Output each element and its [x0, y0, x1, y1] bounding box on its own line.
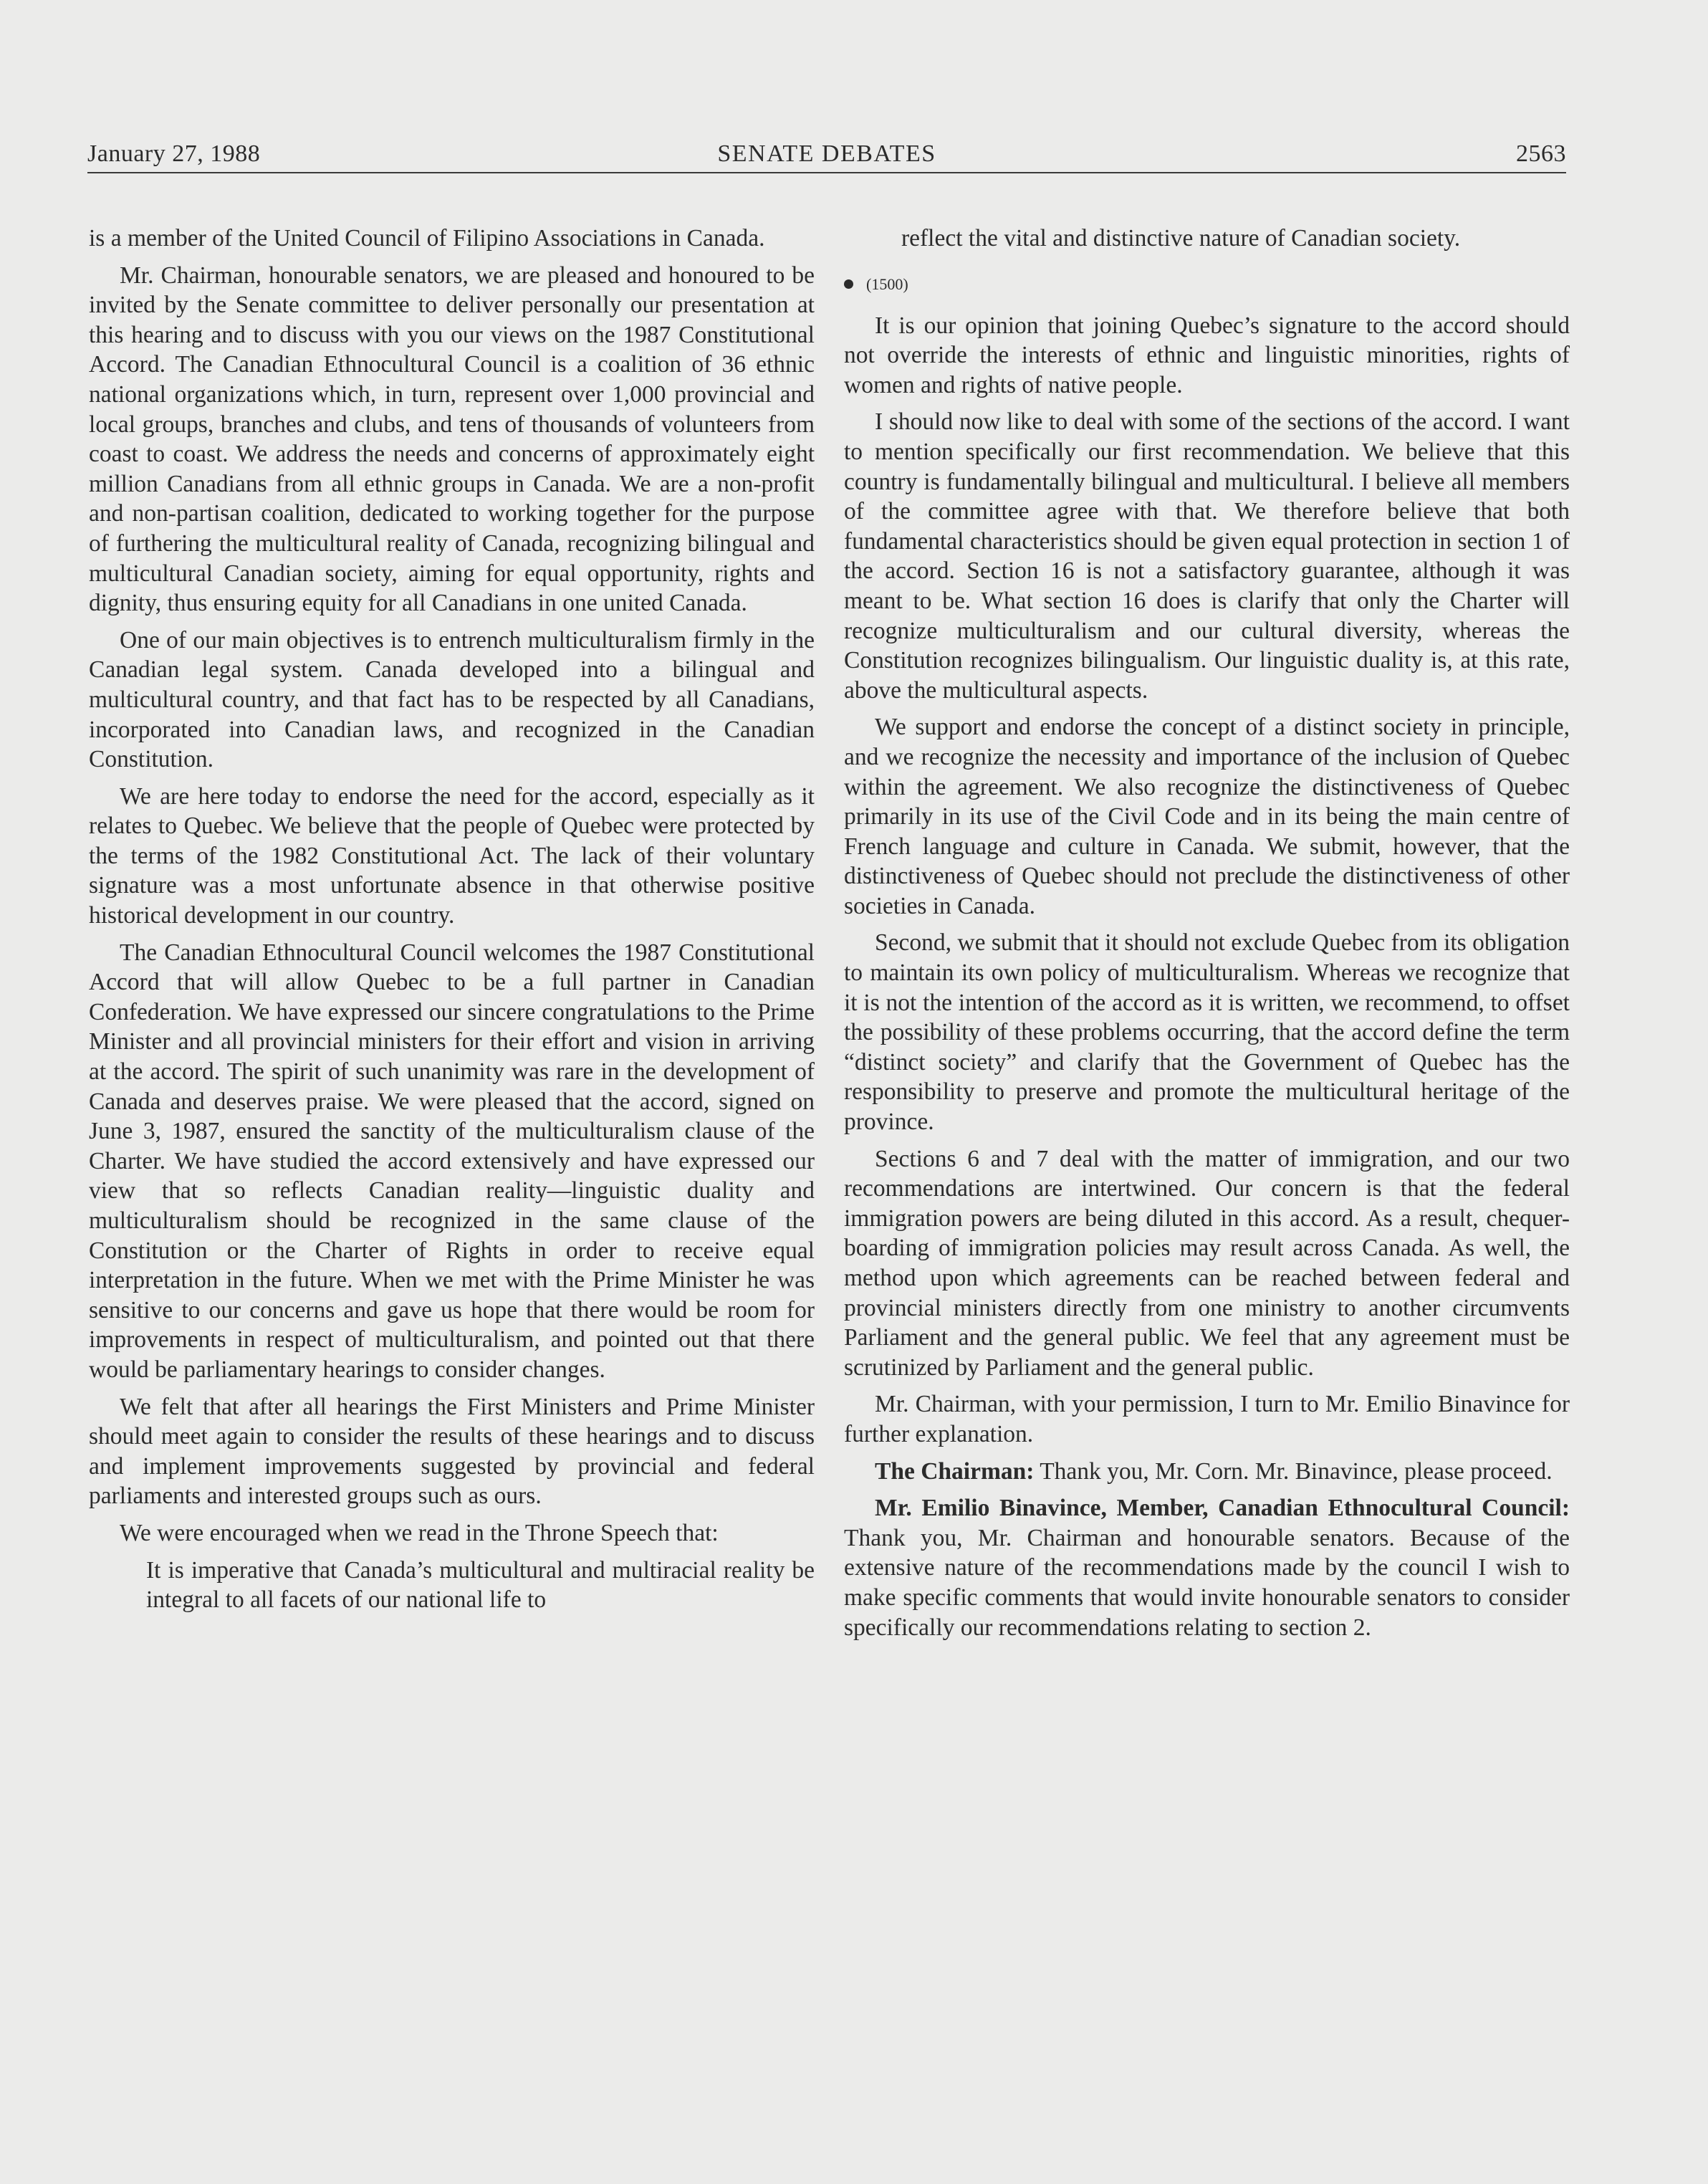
paragraph: One of our main objectives is to entrench multiculturalism firmly in the Canadian legal system. Canada developed into a bilingual and multicultural country, and that fact has to be respected by all Canadians, incorporated into Canadian laws, and recognized in the Canadian Constitution.: [89, 626, 815, 773]
header-date: January 27, 1988: [87, 140, 261, 167]
header-page-number: 2563: [1516, 140, 1566, 167]
speaker-text: Thank you, Mr. Chairman and honourable senators. Because of the extensive nature of the recommendations made by the council I wish to make specific comments that would invite honourable senators to consider specifically our recommendations relating to section 2.: [844, 1524, 1570, 1641]
paragraph: We felt that after all hearings the First Ministers and Prime Minister should meet again to consider the results of these hearings and to discuss and implement improvements suggested by provincial and federal parliaments and interested groups such as ours.: [89, 1393, 815, 1510]
paragraph: We are here today to endorse the need for the accord, especially as it relates to Quebec. We believe that the people of Quebec were protected by the terms of the 1982 Constitutional Act. The lack of their voluntary signature was a most unfortunate absence in that otherwise positive historical development in our country.: [89, 782, 815, 929]
left-column: [89, 224, 815, 1622]
block-quote-continued: reflect the vital and distinctive nature of Canadian society.: [901, 225, 1461, 252]
speaker-paragraph: [844, 1493, 1570, 1642]
time-marker: [844, 274, 1570, 295]
paragraph: is a member of the United Council of Filipino Associations in Canada.: [89, 225, 765, 252]
paragraph: We support and endorse the concept of a distinct society in principle, and we recognize the necessity and importance of the inclusion of Quebec within the agreement. We also recognize the distinctiveness of Quebec primarily in its use of the Civil Code and in its being the main centre of French language and culture in Canada. We submit, however, that the distinctiveness of Quebec should not preclude the distinctiveness of other societies in Canada.: [844, 714, 1570, 919]
block-quote: It is imperative that Canada’s multicultural and multiracial reality be integral to all facets of our national life to: [146, 1556, 815, 1614]
paragraph: The Canadian Ethnocultural Council welcomes the 1987 Constitutional Accord that will allow Quebec to be a full partner in Canadian Confederation. We have expressed our sincere congratulations to the Prime Minister and all provincial ministers for their effort and vision in arriving at the accord. The spirit of such unanimity was rare in the development of Canada and deserves praise. We were pleased that the accord, signed on June 3, 1987, ensured the sanctity of the multiculturalism clause of the Charter. We have studied the accord extensively and have expressed our view that so reflects Canadian reality—linguistic duality and multiculturalism should be recognized in the same clause of the Constitution or the Charter of Rights in order to receive equal interpretation in the future. When we met with the Prime Minister he was sensitive to our concerns and gave us hope that there would be room for improvements in respect of multiculturalism, and pointed out that there would be parliamentary hearings to consider changes.: [89, 939, 815, 1383]
paragraph: We were encouraged when we read in the Throne Speech that:: [120, 1519, 719, 1546]
paragraph: Mr. Chairman, with your permission, I turn to Mr. Emilio Binavince for further explanation.: [844, 1391, 1570, 1447]
speaker-name: The Chairman:: [875, 1457, 1035, 1485]
speaker-text: Thank you, Mr. Corn. Mr. Binavince, please proceed.: [1034, 1457, 1553, 1485]
paragraph: It is our opinion that joining Quebec’s signature to the accord should not override the interests of ethnic and linguistic minorities, rights of women and rights of native people.: [844, 312, 1570, 398]
time-marker-label: (1500): [866, 274, 908, 293]
paragraph: Sections 6 and 7 deal with the matter of immigration, and our two recommendations are intertwined. Our concern is that the federal immigration powers are being diluted in this accord. As a result, chequer-boarding of immigration policies may result across Canada. As well, the method upon which agreements can be reached between federal and provincial ministers directly from one ministry to another circumvents Parliament and the general public. We feel that any agreement must be scrutinized by Parliament and the general public.: [844, 1145, 1570, 1381]
paragraph: Mr. Chairman, honourable senators, we are pleased and honoured to be invited by the Senate committee to deliver personally our presentation at this hearing and to discuss with you our views on the 1987 Constitutional Accord. The Canadian Ethnocultural Council is a coalition of 36 ethnic national organizations which, in turn, represent over 1,000 provincial and local groups, branches and clubs, and tens of thousands of volunteers from coast to coast. We address the needs and concerns of approximately eight million Canadians from all ethnic groups in Canada. We are a non-profit and non-partisan coalition, dedicated to working together for the purpose of furthering the multicultural reality of Canada, recognizing bilingual and multicultural Canadian society, aiming for equal opportunity, rights and dignity, thus ensuring equity for all Canadians in one united Canada.: [89, 262, 815, 617]
paragraph: Second, we submit that it should not exclude Quebec from its obligation to maintain its own policy of multiculturalism. Whereas we recognize that it is not the intention of the accord as it is written, we recommend, to offset the possibility of these problems occurring, that the accord define the term “distinct society” and clarify that the Government of Quebec has the responsibility to preserve and promote the multicultural heritage of the province.: [844, 929, 1570, 1136]
page-header: [87, 138, 1566, 173]
bullet-icon: [844, 279, 853, 289]
speaker-name: Mr. Emilio Binavince, Member, Canadian Ethnocultural Council:: [875, 1495, 1570, 1522]
speaker-paragraph: [844, 1457, 1570, 1487]
header-rule: [87, 172, 1566, 173]
paragraph: I should now like to deal with some of the sections of the accord. I want to mention specifically our first recommendation. We believe that this country is fundamentally bilingual and multicultural. I believe all members of the committee agree with that. We therefore believe that both fundamental characteristics should be given equal protection in section 1 of the accord. Section 16 is not a satisfactory guarantee, although it was meant to be. What section 16 does is clarify that only the Charter will recognize multiculturalism and our cultural diversity, whereas the Constitution recognizes bilingualism. Our linguistic duality is, at this rate, above the multicultural aspects.: [844, 408, 1570, 704]
header-title: SENATE DEBATES: [717, 140, 936, 167]
right-column: [844, 224, 1570, 1649]
